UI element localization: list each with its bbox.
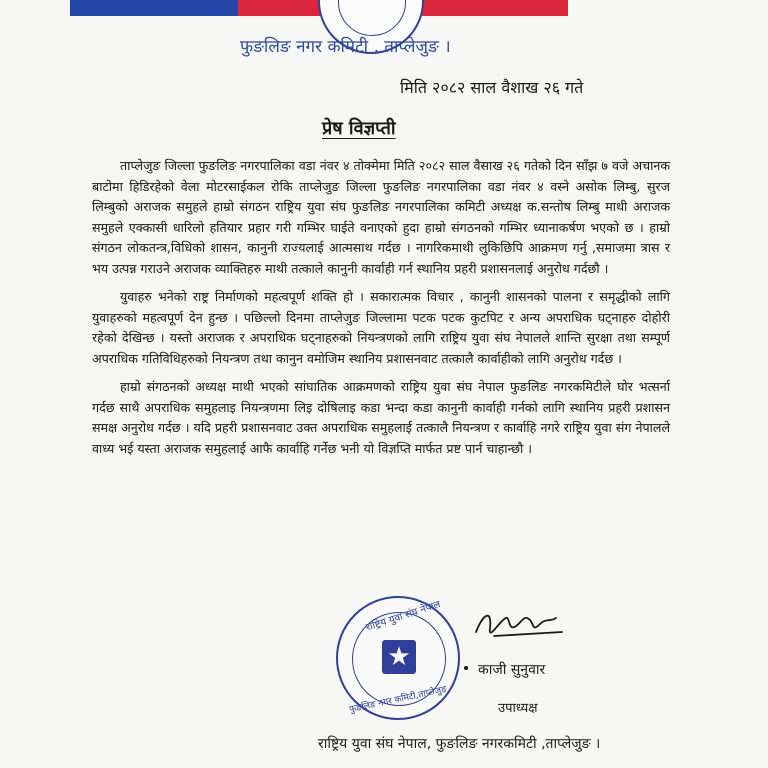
seal-top-text: राष्ट्रिय युवा संघ नेपाल — [364, 599, 442, 634]
organization-seal — [336, 596, 460, 720]
paragraph-2: युवाहरु भनेको राष्ट्र निर्माणको महत्वपूर्ण शक्ति हो । सकारात्मक विचार , कानुनी शासनको पालना र समृद्धीको लागि युवाहरुको महत्वपूर्ण देन हुन्छ । पछिल्लो दिनमा ताप्लेजुङ जिल्लामा पटक पटक कुटपिट र अन्य अपराधिक घट्नाहरु दोहोरी रहेको देखिन्छ । यस्तो अराजक र अपराधिक घट्नाहरुको नियन्त्रणको लागि राष्ट्रिय युवा संघ नेपालले शान्ति सुरक्षा तथा सम्पूर्ण अपराधिक गतिविधिहरुको नियन्त्रण तथा कानुन वमोजिम स्थानिय प्रशासनवाट तत्कालै कार्वाहीको लागि अनुरोध गर्दछ । — [92, 289, 670, 366]
letterhead-seal-ring — [338, 0, 406, 36]
seal-bottom-text: फुङलिङ नगर कमिटी,ताप्लेजुङ — [348, 684, 448, 716]
date-line: मिति २०८२ साल वैशाख २६ गते — [400, 78, 584, 97]
signatory-organization: राष्ट्रिय युवा संघ नेपाल, फुङलिङ नगरकमिटी ,ताप्लेजुङ । — [318, 736, 601, 752]
municipality-header: फुङलिङ नगर कमिटी , ताप्लेजुङ । — [240, 37, 451, 57]
document-title: प्रेष विज्ञप्ती — [322, 118, 396, 139]
bullet-dot — [464, 666, 468, 670]
signatory-name: काजी सुनुवार — [478, 662, 546, 678]
star-icon: ★ — [387, 642, 411, 672]
paragraph-1: ताप्लेजुङ जिल्ला फुङलिङ नगरपालिका वडा नंवर ४ तोक्मेमा मिति २०८२ साल वैसाख २६ गतेको दिन साँझ ७ वजे अचानक बाटोमा हिडिरहेको वेला मोटरसाईकल रोकि ताप्लेजुङ जिल्ला फुङलिङ नगरपालिका वडा नंवर ४ वस्ने असोक लिम्बु, सुरज लिम्बुको अराजक समुहले हाम्रो संगठन राष्ट्रिय युवा संघ फुङलिङ नगरपालिका कमिटी अध्यक्ष क.सन्तोष लिम्बु माथी अराजक समुहले एक्कासी धारिलो हतियार प्रहार गरी गम्भिर घाईते वनाएको हुदा हाम्रो संगठनको गम्भिर ध्यानाकर्षण भएको छ । हाम्रो संगठन लोकतन्त्र,विधिको शासन, कानुनी राज्यलाई आत्मसाथ गर्दछ । नागरिकमाथी लुकिछिपि आक्रमण गर्नु ,समाजमा त्रास र भय उत्पन्न गराउने अराजक व्याक्तिहरु माथी तत्काले कानुनी कार्वाही गर्न स्थानिय प्रहरी प्रशासनलाई अनुरोध गर्दछौ । — [92, 158, 670, 276]
paragraph-3: हाम्रो संगठनको अध्यक्ष माथी भएको सांघातिक आक्रमणको राष्ट्रिय युवा संघ नेपाल फुङलिङ नगरकमिटीले घोर भत्सर्ना गर्दछ साथै अपराधिक समुहलाइ नियन्त्रणमा लिइ दोषिलाइ कडा भन्दा कडा कानुनी कार्वाही गर्नको लागि स्थानिय प्रहरी प्रशासन समक्ष अनुरोध गर्दछ । यदि प्रहरी प्रशासनवाट उक्त अपराधिक समुहलाई तत्कालै नियन्त्रण र कार्वाहि नगरे राष्ट्रिय युवा संग नेपालले वाध्य भई यस्ता अराजक समुहलाई आफै कार्वाहि गर्नेछ भनी यो विज्ञप्ति मार्फत प्रष्ट पार्न चाहान्छौ । — [92, 379, 670, 456]
document-body — [92, 156, 670, 467]
signature-scribble — [470, 602, 570, 648]
letterhead-blue-stripe — [70, 0, 238, 16]
seal-emblem — [382, 640, 416, 674]
signatory-position: उपाध्यक्ष — [498, 701, 538, 716]
